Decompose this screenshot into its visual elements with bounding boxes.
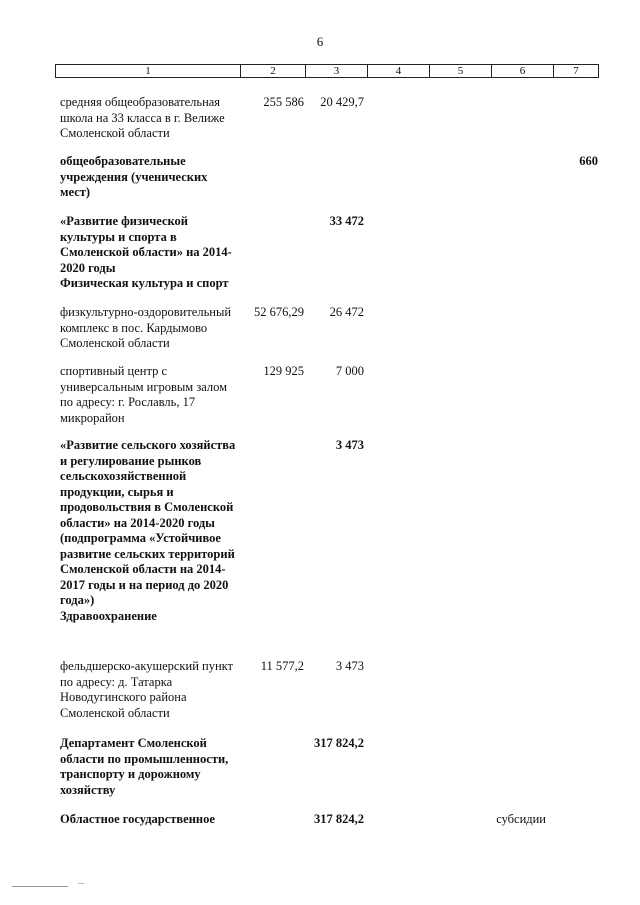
row-amount: 317 824,2 <box>314 812 364 826</box>
row-name: общеобразовательные учреждения (ученических мест) <box>60 154 208 199</box>
footer-mark <box>12 886 68 887</box>
header-col-6: 6 <box>492 65 554 77</box>
page-number: 6 <box>316 34 324 49</box>
row-cost: 52 676,29 <box>254 305 304 319</box>
row-amount: 20 429,7 <box>320 95 364 109</box>
header-col-2: 2 <box>241 65 306 77</box>
row-name: фельдшерско-акушерский пункт по адресу: д. Татарка Новодугинского района Смоленской области <box>60 659 234 720</box>
row-amount: 3 473 <box>335 659 364 673</box>
header-col-3: 3 <box>306 65 368 77</box>
row-amount: 26 472 <box>329 305 364 319</box>
row-name: «Развитие физической культуры и спорта в Смоленской области» на 2014-2020 годы Физическая культура и спорт <box>60 214 232 290</box>
row-amount: 3 473 <box>335 438 364 452</box>
header-col-7: 7 <box>573 65 579 77</box>
header-col-1: 1 <box>56 65 241 77</box>
row-name: «Развитие сельского хозяйства и регулирование рынков сельскохозяйственной продукции, сырья и продовольствия в Смоленской области» на 2014-2020 годы (подпрограмма «Устойчивое развитие сельских территорий Смоленской области на 2014-2017 годы и на период до 2020 года») Здравоохранение <box>60 438 236 623</box>
row-name: Департамент Смоленской области по промышленности, транспорту и дорожному хозяйству <box>60 736 229 797</box>
row-amount: 7 000 <box>335 364 364 378</box>
table-header <box>55 64 599 78</box>
row-cost: 11 577,2 <box>260 659 304 673</box>
footer-dot <box>78 883 84 884</box>
row-capacity: 660 <box>579 154 598 168</box>
row-funding-type: субсидии <box>496 812 546 826</box>
row-cost: 255 586 <box>263 95 304 109</box>
row-amount: 33 472 <box>329 214 364 228</box>
header-col-5: 5 <box>430 65 492 77</box>
row-name: физкультурно-оздоровительный комплекс в пос. Кардымово Смоленской области <box>60 305 232 350</box>
row-cost: 129 925 <box>263 364 304 378</box>
row-name: Областное государственное <box>60 812 215 826</box>
row-name: спортивный центр с универсальным игровым залом по адресу: г. Рославль, 17 микрорайон <box>60 364 228 425</box>
row-amount: 317 824,2 <box>314 736 364 750</box>
header-col-4: 4 <box>368 65 430 77</box>
row-name: средняя общеобразовательная школа на 33 класса в г. Велиже Смоленской области <box>60 95 225 140</box>
